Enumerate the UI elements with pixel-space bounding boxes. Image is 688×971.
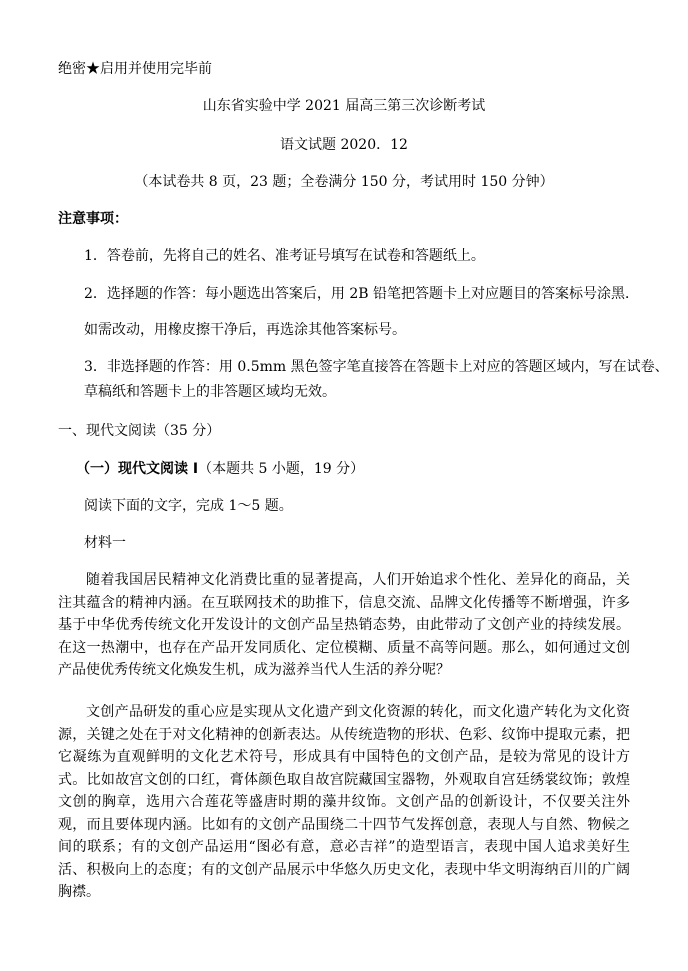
subsection-note: （本题共 5 小题，19 分）: [198, 461, 365, 477]
subsection-title: [76, 460, 364, 478]
notice-item: 3．非选择题的作答：用 0.5mm 黑色签字笔直接答在答题卡上对应的答题区域内，写在试卷、: [84, 359, 669, 375]
subsection-heading: （一）现代文阅读 I: [76, 461, 199, 477]
reading-instruction: 阅读下面的文字，完成 1～5 题。: [84, 498, 293, 514]
material-label: 材料一: [84, 535, 126, 551]
confidential-label: 绝密★启用并使用完毕前: [58, 61, 212, 77]
exam-scope: （本试卷共 8 页，23 题；全卷满分 150 分，考试用时 150 分钟）: [134, 174, 554, 190]
exam-subtitle: 语文试题 2020．12: [280, 137, 408, 153]
section-title: 一、现代文阅读（35 分）: [58, 423, 221, 439]
notice-item: 草稿纸和答题卡上的非答题区域均无效。: [84, 384, 336, 400]
body-paragraph: 文创产品研发的重心应是实现从文化遗产到文化资源的转化，而文化遗产转化为文化资源，关键之处在于对文化精神的创新表达。从传统造物的形状、色彩、纹饰中提取元素，把它凝练为直观鲜明的文化艺术符号，形成具有中国特色的文创产品，是较为常见的设计方式。比如故宫文创的口红，膏体颜色取自故宫院藏国宝器物，外观取自宫廷绣裳纹饰；敦煌文创的胸章，选用六合莲花等盛唐时期的藻井纹饰。文创产品的创新设计，不仅要关注外观，而且要体现内涵。比如有的文创产品围绕二十四节气发挥创意，表现人与自然、物候之间的联系；有的文创产品运用“图必有意，意必吉祥”的造型语言，表现中国人追求美好生活、积极向上的态度；有的文创产品展示中华悠久历史文化，表现中华文明海纳百川的广阔胸襟。: [58, 704, 630, 900]
notice-item: 1．答卷前，先将自己的姓名、准考证号填写在试卷和答题纸上。: [84, 248, 485, 264]
notice-item: 如需改动，用橡皮擦干净后，再选涂其他答案标号。: [84, 322, 406, 338]
notice-heading: 注意事项：: [58, 211, 128, 227]
notice-item: 2．选择题的作答：每小题选出答案后，用 2B 铅笔把答题卡上对应题目的答案标号涂黑．: [84, 286, 640, 302]
exam-title: 山东省实验中学 2021 届高三第三次诊断考试: [202, 98, 486, 114]
body-paragraph: 随着我国居民精神文化消费比重的显著提高，人们开始追求个性化、差异化的商品，关注其蕴含的精神内涵。在互联网技术的助推下，信息交流、品牌文化传播等不断增强，许多基于中华优秀传统文化开发设计的文创产品呈热销态势，由此带动了文创产业的持续发展。在这一热潮中，也存在产品开发同质化、定位模糊、质量不高等问题。那么，如何通过文创产品使优秀传统文化焕发生机，成为滋养当代人生活的养分呢？: [58, 572, 630, 678]
